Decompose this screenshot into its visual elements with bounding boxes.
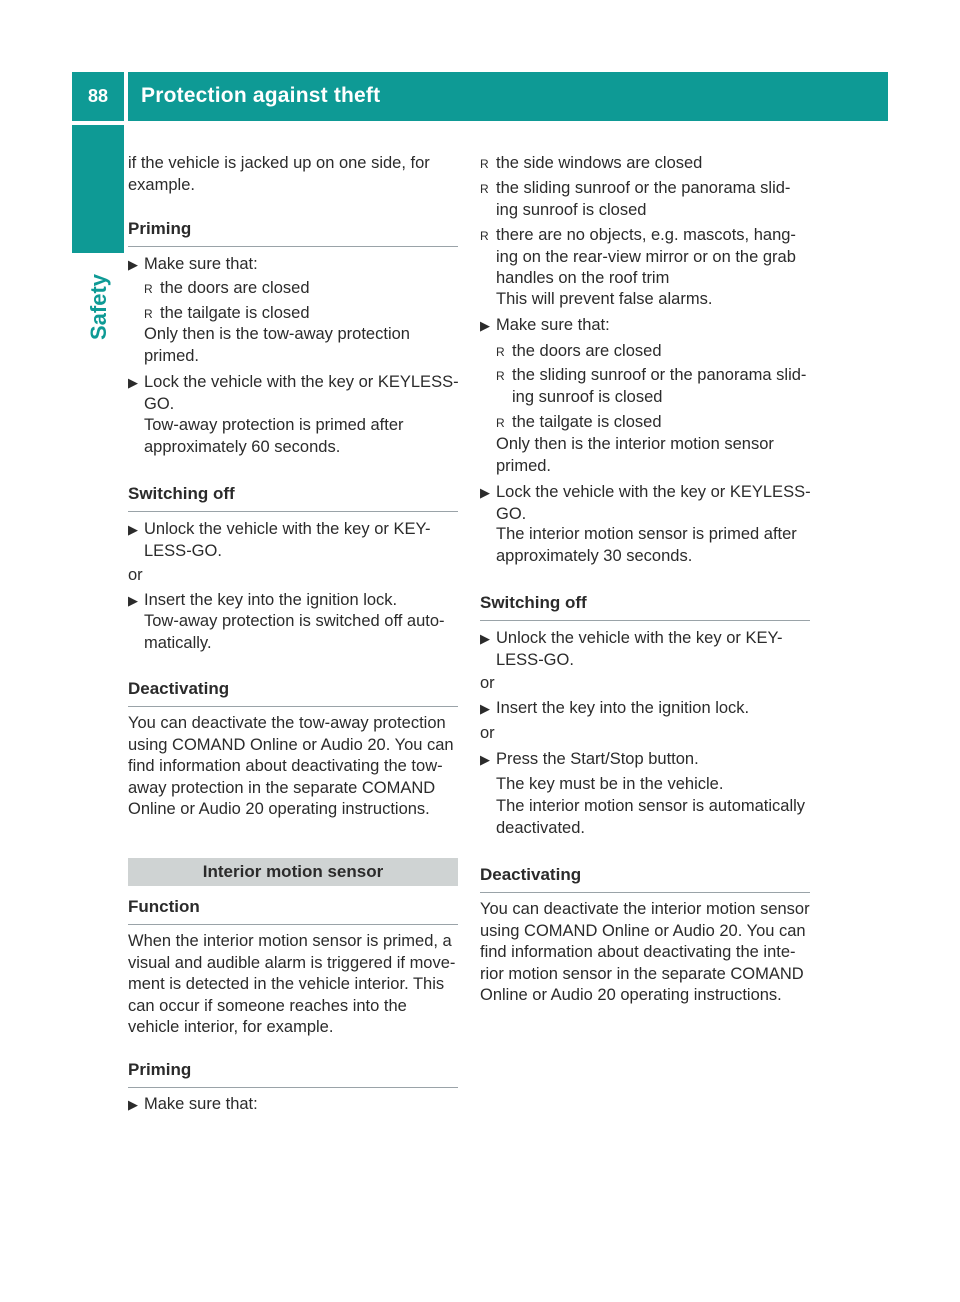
page-number: 88 bbox=[87, 86, 109, 106]
step-text: Unlock the vehicle with the key or KEY-LESS-GO. bbox=[144, 520, 431, 560]
deactivating-text: You can deactivate the interior motion sensor using COMAND Online or Audio 20. You can find information about deactivating the inte-rior motion sensor in the separate COMAND Online or Audio 20 operating instructions. bbox=[480, 900, 810, 1004]
section-label: Safety bbox=[86, 273, 111, 341]
heading-priming: Priming bbox=[128, 1060, 458, 1088]
triangle-right-icon: ▶ bbox=[480, 701, 490, 716]
step-item bbox=[480, 315, 812, 337]
bullet-text: there are no objects, e.g. mascots, hang-ing on the rear-view mirror or on the grab handles on the roof trim bbox=[496, 226, 796, 287]
step-item bbox=[480, 698, 812, 720]
step-item bbox=[128, 590, 460, 612]
step-text: Lock the vehicle with the key or KEYLESS-GO. bbox=[144, 373, 459, 413]
bullet-r-icon: R bbox=[480, 157, 489, 171]
bullet-r-icon: R bbox=[480, 229, 489, 243]
bullet-item bbox=[144, 278, 460, 300]
bullet-r-icon: R bbox=[496, 345, 505, 359]
bullet-item bbox=[496, 341, 812, 363]
bullet-text: the tailgate is closed bbox=[512, 413, 662, 431]
step-result: The interior motion sensor is automatically deactivated. bbox=[496, 797, 806, 837]
step-result: Tow-away protection is primed after approximately 60 seconds. bbox=[144, 416, 404, 456]
bullet-r-icon: R bbox=[496, 416, 505, 430]
step-result: The key must be in the vehicle. bbox=[496, 775, 724, 793]
bullet-item bbox=[496, 365, 812, 408]
section-banner-title: Interior motion sensor bbox=[202, 862, 384, 881]
triangle-right-icon: ▶ bbox=[128, 593, 138, 608]
or-text: or bbox=[480, 674, 495, 692]
section-banner bbox=[128, 858, 458, 886]
heading-switching-off: Switching off bbox=[128, 484, 458, 512]
step-note: This will prevent false alarms. bbox=[496, 290, 713, 308]
step-text: Make sure that: bbox=[144, 255, 258, 273]
triangle-right-icon: ▶ bbox=[128, 375, 138, 390]
heading-deactivating: Deactivating bbox=[128, 679, 458, 707]
bullet-text: the sliding sunroof or the panorama slid-ing sunroof is closed bbox=[496, 179, 791, 219]
bullet-item bbox=[480, 225, 813, 290]
bullet-item bbox=[480, 178, 812, 221]
step-text: Unlock the vehicle with the key or KEY-LESS-GO. bbox=[496, 629, 783, 669]
step-text: Lock the vehicle with the key or KEYLESS-GO. bbox=[496, 483, 811, 523]
triangle-right-icon: ▶ bbox=[480, 485, 490, 500]
step-item bbox=[480, 628, 798, 671]
triangle-right-icon: ▶ bbox=[480, 318, 490, 333]
or-text: or bbox=[128, 566, 143, 584]
heading-switching-off: Switching off bbox=[480, 593, 810, 621]
step-text: Insert the key into the ignition lock. bbox=[144, 591, 398, 609]
section-tab-block bbox=[72, 125, 124, 253]
bullet-text: the doors are closed bbox=[160, 279, 310, 297]
step-item bbox=[128, 254, 460, 276]
deactivating-text: You can deactivate the tow-away protection using COMAND Online or Audio 20. You can find information about deactivating the tow-away protection in the separate COMAND Online or Audio 20 operating instructions. bbox=[128, 714, 454, 818]
step-text: Make sure that: bbox=[496, 316, 610, 334]
header-bar bbox=[128, 72, 888, 121]
triangle-right-icon: ▶ bbox=[480, 752, 490, 767]
step-item bbox=[128, 1094, 460, 1116]
bullet-item bbox=[496, 412, 812, 434]
triangle-right-icon: ▶ bbox=[128, 1097, 138, 1112]
step-text: Make sure that: bbox=[144, 1095, 258, 1113]
step-item bbox=[480, 749, 812, 771]
page-number-box bbox=[72, 72, 124, 121]
bullet-text: the tailgate is closed bbox=[160, 304, 310, 322]
page-title: Protection against theft bbox=[141, 84, 381, 107]
triangle-right-icon: ▶ bbox=[128, 257, 138, 272]
step-note: Only then is the interior motion sensor primed. bbox=[496, 435, 774, 475]
bullet-text: the side windows are closed bbox=[496, 154, 703, 172]
bullet-r-icon: R bbox=[144, 307, 153, 321]
heading-function: Function bbox=[128, 897, 458, 925]
intro-text: if the vehicle is jacked up on one side, for example. bbox=[128, 154, 430, 194]
step-result: The interior motion sensor is primed after approximately 30 seconds. bbox=[496, 525, 797, 565]
triangle-right-icon: ▶ bbox=[480, 631, 490, 646]
bullet-item bbox=[480, 153, 812, 175]
triangle-right-icon: ▶ bbox=[128, 522, 138, 537]
step-note: Only then is the tow-away protection primed. bbox=[144, 325, 410, 365]
section-tab bbox=[82, 262, 116, 352]
step-text: Press the Start/Stop button. bbox=[496, 750, 699, 768]
bullet-text: the sliding sunroof or the panorama slid-ing sunroof is closed bbox=[512, 366, 807, 406]
step-item bbox=[128, 519, 446, 562]
step-item bbox=[480, 482, 812, 525]
bullet-r-icon: R bbox=[144, 282, 153, 296]
bullet-r-icon: R bbox=[480, 182, 489, 196]
heading-deactivating: Deactivating bbox=[480, 865, 810, 893]
step-item bbox=[128, 372, 460, 415]
or-text: or bbox=[480, 724, 495, 742]
bullet-item bbox=[144, 303, 460, 325]
bullet-text: the doors are closed bbox=[512, 342, 662, 360]
heading-priming: Priming bbox=[128, 219, 458, 247]
step-result: Tow-away protection is switched off auto-matically. bbox=[144, 612, 445, 652]
bullet-r-icon: R bbox=[496, 369, 505, 383]
step-text: Insert the key into the ignition lock. bbox=[496, 699, 750, 717]
function-text: When the interior motion sensor is primed, a visual and audible alarm is triggered if move-ment is detected in the vehicle interior. This can occur if someone reaches into the vehicle interior, for example. bbox=[128, 932, 456, 1036]
